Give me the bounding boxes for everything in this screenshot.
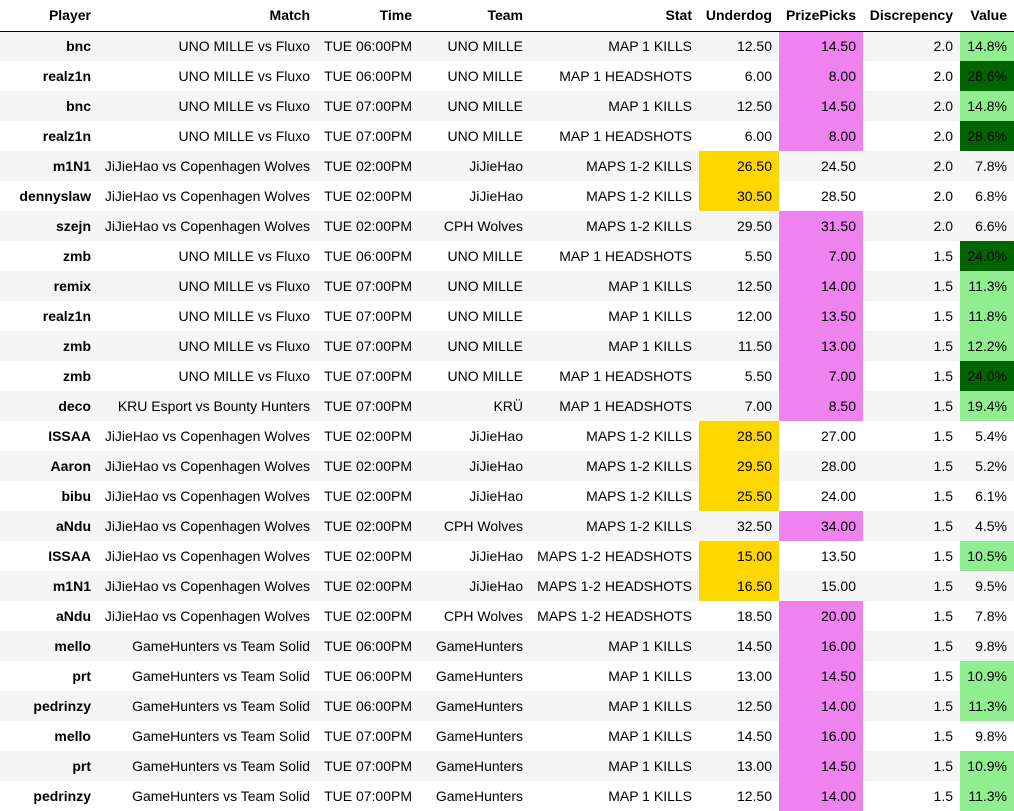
player-cell: pedrinzy: [0, 781, 98, 811]
match-cell: JiJieHao vs Copenhagen Wolves: [98, 151, 317, 181]
underdog-cell: 5.50: [699, 361, 779, 391]
header-time[interactable]: Time: [317, 0, 419, 31]
value-cell: 11.3%: [960, 691, 1014, 721]
table-row: [0, 451, 1014, 481]
time-cell: TUE 07:00PM: [317, 751, 419, 781]
table-row: [0, 91, 1014, 121]
prizepicks-cell: 16.00: [779, 721, 863, 751]
underdog-cell: 12.00: [699, 301, 779, 331]
prizepicks-cell: 14.50: [779, 661, 863, 691]
header-player[interactable]: Player: [0, 0, 98, 31]
time-cell: TUE 07:00PM: [317, 301, 419, 331]
prizepicks-cell: 8.00: [779, 121, 863, 151]
prizepicks-cell: 13.00: [779, 331, 863, 361]
team-cell: JiJieHao: [419, 421, 530, 451]
discrepency-cell: 1.5: [863, 601, 960, 631]
underdog-cell: 32.50: [699, 511, 779, 541]
header-stat[interactable]: Stat: [530, 0, 699, 31]
time-cell: TUE 06:00PM: [317, 241, 419, 271]
player-cell: realz1n: [0, 61, 98, 91]
player-cell: remix: [0, 271, 98, 301]
stat-cell: MAPS 1-2 KILLS: [530, 151, 699, 181]
discrepency-cell: 1.5: [863, 541, 960, 571]
team-cell: GameHunters: [419, 751, 530, 781]
value-cell: 6.6%: [960, 211, 1014, 241]
table-row: [0, 271, 1014, 301]
player-cell: zmb: [0, 331, 98, 361]
underdog-cell: 28.50: [699, 421, 779, 451]
table-row: [0, 241, 1014, 271]
underdog-cell: 12.50: [699, 271, 779, 301]
match-cell: JiJieHao vs Copenhagen Wolves: [98, 421, 317, 451]
discrepency-cell: 1.5: [863, 451, 960, 481]
value-cell: 6.8%: [960, 181, 1014, 211]
discrepency-cell: 2.0: [863, 31, 960, 61]
prizepicks-cell: 14.00: [779, 781, 863, 811]
match-cell: UNO MILLE vs Fluxo: [98, 301, 317, 331]
match-cell: JiJieHao vs Copenhagen Wolves: [98, 211, 317, 241]
prizepicks-cell: 8.50: [779, 391, 863, 421]
underdog-cell: 12.50: [699, 781, 779, 811]
time-cell: TUE 07:00PM: [317, 391, 419, 421]
underdog-cell: 5.50: [699, 241, 779, 271]
match-cell: GameHunters vs Team Solid: [98, 691, 317, 721]
value-cell: 7.8%: [960, 601, 1014, 631]
discrepency-cell: 1.5: [863, 391, 960, 421]
discrepency-cell: 1.5: [863, 361, 960, 391]
value-cell: 7.8%: [960, 151, 1014, 181]
prizepicks-cell: 14.00: [779, 271, 863, 301]
table-row: [0, 631, 1014, 661]
header-match[interactable]: Match: [98, 0, 317, 31]
table-row: [0, 301, 1014, 331]
match-cell: JiJieHao vs Copenhagen Wolves: [98, 181, 317, 211]
match-cell: GameHunters vs Team Solid: [98, 751, 317, 781]
team-cell: UNO MILLE: [419, 271, 530, 301]
table-row: [0, 331, 1014, 361]
stat-cell: MAPS 1-2 KILLS: [530, 451, 699, 481]
match-cell: UNO MILLE vs Fluxo: [98, 31, 317, 61]
player-cell: pedrinzy: [0, 691, 98, 721]
prizepicks-cell: 31.50: [779, 211, 863, 241]
value-cell: 28.6%: [960, 121, 1014, 151]
team-cell: GameHunters: [419, 661, 530, 691]
stat-cell: MAP 1 KILLS: [530, 751, 699, 781]
stat-cell: MAP 1 KILLS: [530, 661, 699, 691]
underdog-cell: 29.50: [699, 211, 779, 241]
time-cell: TUE 06:00PM: [317, 631, 419, 661]
underdog-cell: 12.50: [699, 31, 779, 61]
time-cell: TUE 02:00PM: [317, 211, 419, 241]
prizepicks-cell: 34.00: [779, 511, 863, 541]
value-cell: 24.0%: [960, 241, 1014, 271]
stat-cell: MAPS 1-2 HEADSHOTS: [530, 541, 699, 571]
team-cell: JiJieHao: [419, 451, 530, 481]
header-underdog[interactable]: Underdog: [699, 0, 779, 31]
match-cell: JiJieHao vs Copenhagen Wolves: [98, 451, 317, 481]
team-cell: JiJieHao: [419, 481, 530, 511]
table-row: [0, 361, 1014, 391]
player-cell: m1N1: [0, 151, 98, 181]
underdog-cell: 12.50: [699, 91, 779, 121]
match-cell: JiJieHao vs Copenhagen Wolves: [98, 541, 317, 571]
match-cell: GameHunters vs Team Solid: [98, 631, 317, 661]
stat-cell: MAPS 1-2 KILLS: [530, 481, 699, 511]
discrepency-cell: 1.5: [863, 421, 960, 451]
table-row: [0, 421, 1014, 451]
underdog-cell: 26.50: [699, 151, 779, 181]
stat-cell: MAP 1 KILLS: [530, 631, 699, 661]
underdog-cell: 30.50: [699, 181, 779, 211]
discrepency-cell: 1.5: [863, 631, 960, 661]
prizepicks-cell: 7.00: [779, 361, 863, 391]
table-row: [0, 481, 1014, 511]
header-row: [0, 0, 1014, 31]
stat-cell: MAPS 1-2 HEADSHOTS: [530, 571, 699, 601]
prizepicks-cell: 7.00: [779, 241, 863, 271]
team-cell: CPH Wolves: [419, 511, 530, 541]
team-cell: UNO MILLE: [419, 241, 530, 271]
match-cell: UNO MILLE vs Fluxo: [98, 121, 317, 151]
value-cell: 5.4%: [960, 421, 1014, 451]
stat-cell: MAP 1 KILLS: [530, 331, 699, 361]
player-cell: aNdu: [0, 511, 98, 541]
underdog-cell: 16.50: [699, 571, 779, 601]
value-cell: 5.2%: [960, 451, 1014, 481]
team-cell: KRÜ: [419, 391, 530, 421]
header-team[interactable]: Team: [419, 0, 530, 31]
match-cell: JiJieHao vs Copenhagen Wolves: [98, 571, 317, 601]
time-cell: TUE 02:00PM: [317, 571, 419, 601]
table-row: [0, 61, 1014, 91]
team-cell: UNO MILLE: [419, 301, 530, 331]
time-cell: TUE 02:00PM: [317, 541, 419, 571]
value-cell: 28.6%: [960, 61, 1014, 91]
match-cell: GameHunters vs Team Solid: [98, 661, 317, 691]
match-cell: GameHunters vs Team Solid: [98, 721, 317, 751]
underdog-cell: 7.00: [699, 391, 779, 421]
player-cell: deco: [0, 391, 98, 421]
time-cell: TUE 07:00PM: [317, 721, 419, 751]
value-cell: 6.1%: [960, 481, 1014, 511]
player-cell: szejn: [0, 211, 98, 241]
prizepicks-cell: 28.00: [779, 451, 863, 481]
player-cell: ISSAA: [0, 541, 98, 571]
player-cell: zmb: [0, 361, 98, 391]
team-cell: UNO MILLE: [419, 121, 530, 151]
time-cell: TUE 07:00PM: [317, 331, 419, 361]
discrepency-cell: 1.5: [863, 481, 960, 511]
table-row: [0, 211, 1014, 241]
time-cell: TUE 07:00PM: [317, 271, 419, 301]
prizepicks-cell: 20.00: [779, 601, 863, 631]
header-prizepicks[interactable]: PrizePicks: [779, 0, 863, 31]
value-cell: 11.3%: [960, 781, 1014, 811]
time-cell: TUE 07:00PM: [317, 361, 419, 391]
stat-cell: MAP 1 HEADSHOTS: [530, 61, 699, 91]
match-cell: UNO MILLE vs Fluxo: [98, 331, 317, 361]
time-cell: TUE 07:00PM: [317, 781, 419, 811]
stat-cell: MAP 1 HEADSHOTS: [530, 121, 699, 151]
time-cell: TUE 06:00PM: [317, 61, 419, 91]
prizepicks-cell: 14.00: [779, 691, 863, 721]
table-body: [0, 31, 1014, 811]
underdog-cell: 13.00: [699, 751, 779, 781]
player-cell: mello: [0, 721, 98, 751]
value-cell: 24.0%: [960, 361, 1014, 391]
team-cell: JiJieHao: [419, 541, 530, 571]
value-cell: 4.5%: [960, 511, 1014, 541]
team-cell: UNO MILLE: [419, 361, 530, 391]
prizepicks-cell: 27.00: [779, 421, 863, 451]
player-cell: bnc: [0, 31, 98, 61]
player-cell: Aaron: [0, 451, 98, 481]
stat-cell: MAP 1 KILLS: [530, 301, 699, 331]
time-cell: TUE 02:00PM: [317, 481, 419, 511]
underdog-cell: 12.50: [699, 691, 779, 721]
discrepency-cell: 1.5: [863, 781, 960, 811]
value-cell: 10.9%: [960, 661, 1014, 691]
player-cell: realz1n: [0, 301, 98, 331]
discrepency-cell: 2.0: [863, 151, 960, 181]
discrepency-cell: 1.5: [863, 691, 960, 721]
match-cell: UNO MILLE vs Fluxo: [98, 361, 317, 391]
underdog-cell: 6.00: [699, 121, 779, 151]
underdog-cell: 13.00: [699, 661, 779, 691]
time-cell: TUE 06:00PM: [317, 31, 419, 61]
player-cell: mello: [0, 631, 98, 661]
value-cell: 11.3%: [960, 271, 1014, 301]
prizepicks-cell: 24.50: [779, 151, 863, 181]
match-cell: UNO MILLE vs Fluxo: [98, 241, 317, 271]
team-cell: GameHunters: [419, 691, 530, 721]
time-cell: TUE 02:00PM: [317, 421, 419, 451]
player-cell: m1N1: [0, 571, 98, 601]
player-cell: realz1n: [0, 121, 98, 151]
table-row: [0, 691, 1014, 721]
table-row: [0, 781, 1014, 811]
discrepency-cell: 1.5: [863, 301, 960, 331]
team-cell: JiJieHao: [419, 151, 530, 181]
table-row: [0, 31, 1014, 61]
time-cell: TUE 02:00PM: [317, 451, 419, 481]
stat-cell: MAPS 1-2 KILLS: [530, 511, 699, 541]
prizepicks-cell: 24.00: [779, 481, 863, 511]
value-cell: 9.8%: [960, 721, 1014, 751]
time-cell: TUE 07:00PM: [317, 91, 419, 121]
prizepicks-cell: 13.50: [779, 301, 863, 331]
player-cell: ISSAA: [0, 421, 98, 451]
stat-cell: MAP 1 HEADSHOTS: [530, 361, 699, 391]
discrepency-cell: 1.5: [863, 331, 960, 361]
discrepency-cell: 1.5: [863, 511, 960, 541]
match-cell: UNO MILLE vs Fluxo: [98, 61, 317, 91]
prizepicks-cell: 14.50: [779, 31, 863, 61]
stat-cell: MAP 1 HEADSHOTS: [530, 391, 699, 421]
player-cell: bibu: [0, 481, 98, 511]
time-cell: TUE 06:00PM: [317, 691, 419, 721]
underdog-cell: 25.50: [699, 481, 779, 511]
value-cell: 10.5%: [960, 541, 1014, 571]
prizepicks-cell: 13.50: [779, 541, 863, 571]
time-cell: TUE 06:00PM: [317, 661, 419, 691]
value-cell: 9.5%: [960, 571, 1014, 601]
stat-cell: MAP 1 KILLS: [530, 91, 699, 121]
player-cell: aNdu: [0, 601, 98, 631]
stat-cell: MAPS 1-2 KILLS: [530, 181, 699, 211]
prizepicks-cell: 28.50: [779, 181, 863, 211]
stat-cell: MAP 1 KILLS: [530, 781, 699, 811]
underdog-cell: 15.00: [699, 541, 779, 571]
table-row: [0, 541, 1014, 571]
table-row: [0, 661, 1014, 691]
time-cell: TUE 02:00PM: [317, 151, 419, 181]
value-cell: 11.8%: [960, 301, 1014, 331]
team-cell: UNO MILLE: [419, 91, 530, 121]
discrepency-cell: 2.0: [863, 91, 960, 121]
prizepicks-cell: 15.00: [779, 571, 863, 601]
match-cell: JiJieHao vs Copenhagen Wolves: [98, 511, 317, 541]
prizepicks-cell: 14.50: [779, 91, 863, 121]
stat-cell: MAP 1 KILLS: [530, 31, 699, 61]
stat-cell: MAPS 1-2 KILLS: [530, 421, 699, 451]
player-cell: zmb: [0, 241, 98, 271]
value-cell: 14.8%: [960, 31, 1014, 61]
header-discrepency[interactable]: Discrepency: [863, 0, 960, 31]
header-value[interactable]: Value: [960, 0, 1014, 31]
stat-cell: MAPS 1-2 KILLS: [530, 211, 699, 241]
match-cell: GameHunters vs Team Solid: [98, 781, 317, 811]
underdog-cell: 11.50: [699, 331, 779, 361]
table-row: [0, 601, 1014, 631]
discrepency-cell: 1.5: [863, 751, 960, 781]
prizepicks-cell: 16.00: [779, 631, 863, 661]
team-cell: JiJieHao: [419, 571, 530, 601]
value-cell: 12.2%: [960, 331, 1014, 361]
discrepency-cell: 1.5: [863, 271, 960, 301]
table-row: [0, 721, 1014, 751]
discrepency-cell: 2.0: [863, 211, 960, 241]
discrepency-cell: 2.0: [863, 121, 960, 151]
discrepency-cell: 1.5: [863, 721, 960, 751]
stat-cell: MAP 1 HEADSHOTS: [530, 241, 699, 271]
table-row: [0, 151, 1014, 181]
team-cell: UNO MILLE: [419, 331, 530, 361]
discrepency-cell: 2.0: [863, 61, 960, 91]
match-cell: JiJieHao vs Copenhagen Wolves: [98, 481, 317, 511]
team-cell: GameHunters: [419, 631, 530, 661]
player-cell: dennyslaw: [0, 181, 98, 211]
player-cell: prt: [0, 661, 98, 691]
match-cell: UNO MILLE vs Fluxo: [98, 91, 317, 121]
discrepency-cell: 2.0: [863, 181, 960, 211]
stat-cell: MAP 1 KILLS: [530, 271, 699, 301]
underdog-cell: 14.50: [699, 721, 779, 751]
team-cell: JiJieHao: [419, 181, 530, 211]
value-cell: 10.9%: [960, 751, 1014, 781]
value-cell: 14.8%: [960, 91, 1014, 121]
team-cell: CPH Wolves: [419, 211, 530, 241]
discrepency-cell: 1.5: [863, 571, 960, 601]
underdog-cell: 6.00: [699, 61, 779, 91]
table-row: [0, 571, 1014, 601]
team-cell: UNO MILLE: [419, 61, 530, 91]
discrepency-cell: 1.5: [863, 661, 960, 691]
player-cell: prt: [0, 751, 98, 781]
underdog-cell: 18.50: [699, 601, 779, 631]
table-row: [0, 181, 1014, 211]
prizepicks-cell: 14.50: [779, 751, 863, 781]
time-cell: TUE 02:00PM: [317, 181, 419, 211]
match-cell: JiJieHao vs Copenhagen Wolves: [98, 601, 317, 631]
underdog-cell: 14.50: [699, 631, 779, 661]
table-row: [0, 511, 1014, 541]
stat-cell: MAPS 1-2 HEADSHOTS: [530, 601, 699, 631]
team-cell: UNO MILLE: [419, 31, 530, 61]
stat-cell: MAP 1 KILLS: [530, 721, 699, 751]
time-cell: TUE 02:00PM: [317, 601, 419, 631]
value-cell: 9.8%: [960, 631, 1014, 661]
prizepicks-cell: 8.00: [779, 61, 863, 91]
table-row: [0, 751, 1014, 781]
match-cell: KRU Esport vs Bounty Hunters: [98, 391, 317, 421]
underdog-cell: 29.50: [699, 451, 779, 481]
player-cell: bnc: [0, 91, 98, 121]
team-cell: GameHunters: [419, 721, 530, 751]
match-cell: UNO MILLE vs Fluxo: [98, 271, 317, 301]
team-cell: CPH Wolves: [419, 601, 530, 631]
discrepency-cell: 1.5: [863, 241, 960, 271]
time-cell: TUE 02:00PM: [317, 511, 419, 541]
table-row: [0, 391, 1014, 421]
stat-cell: MAP 1 KILLS: [530, 691, 699, 721]
time-cell: TUE 07:00PM: [317, 121, 419, 151]
table-row: [0, 121, 1014, 151]
value-cell: 19.4%: [960, 391, 1014, 421]
team-cell: GameHunters: [419, 781, 530, 811]
